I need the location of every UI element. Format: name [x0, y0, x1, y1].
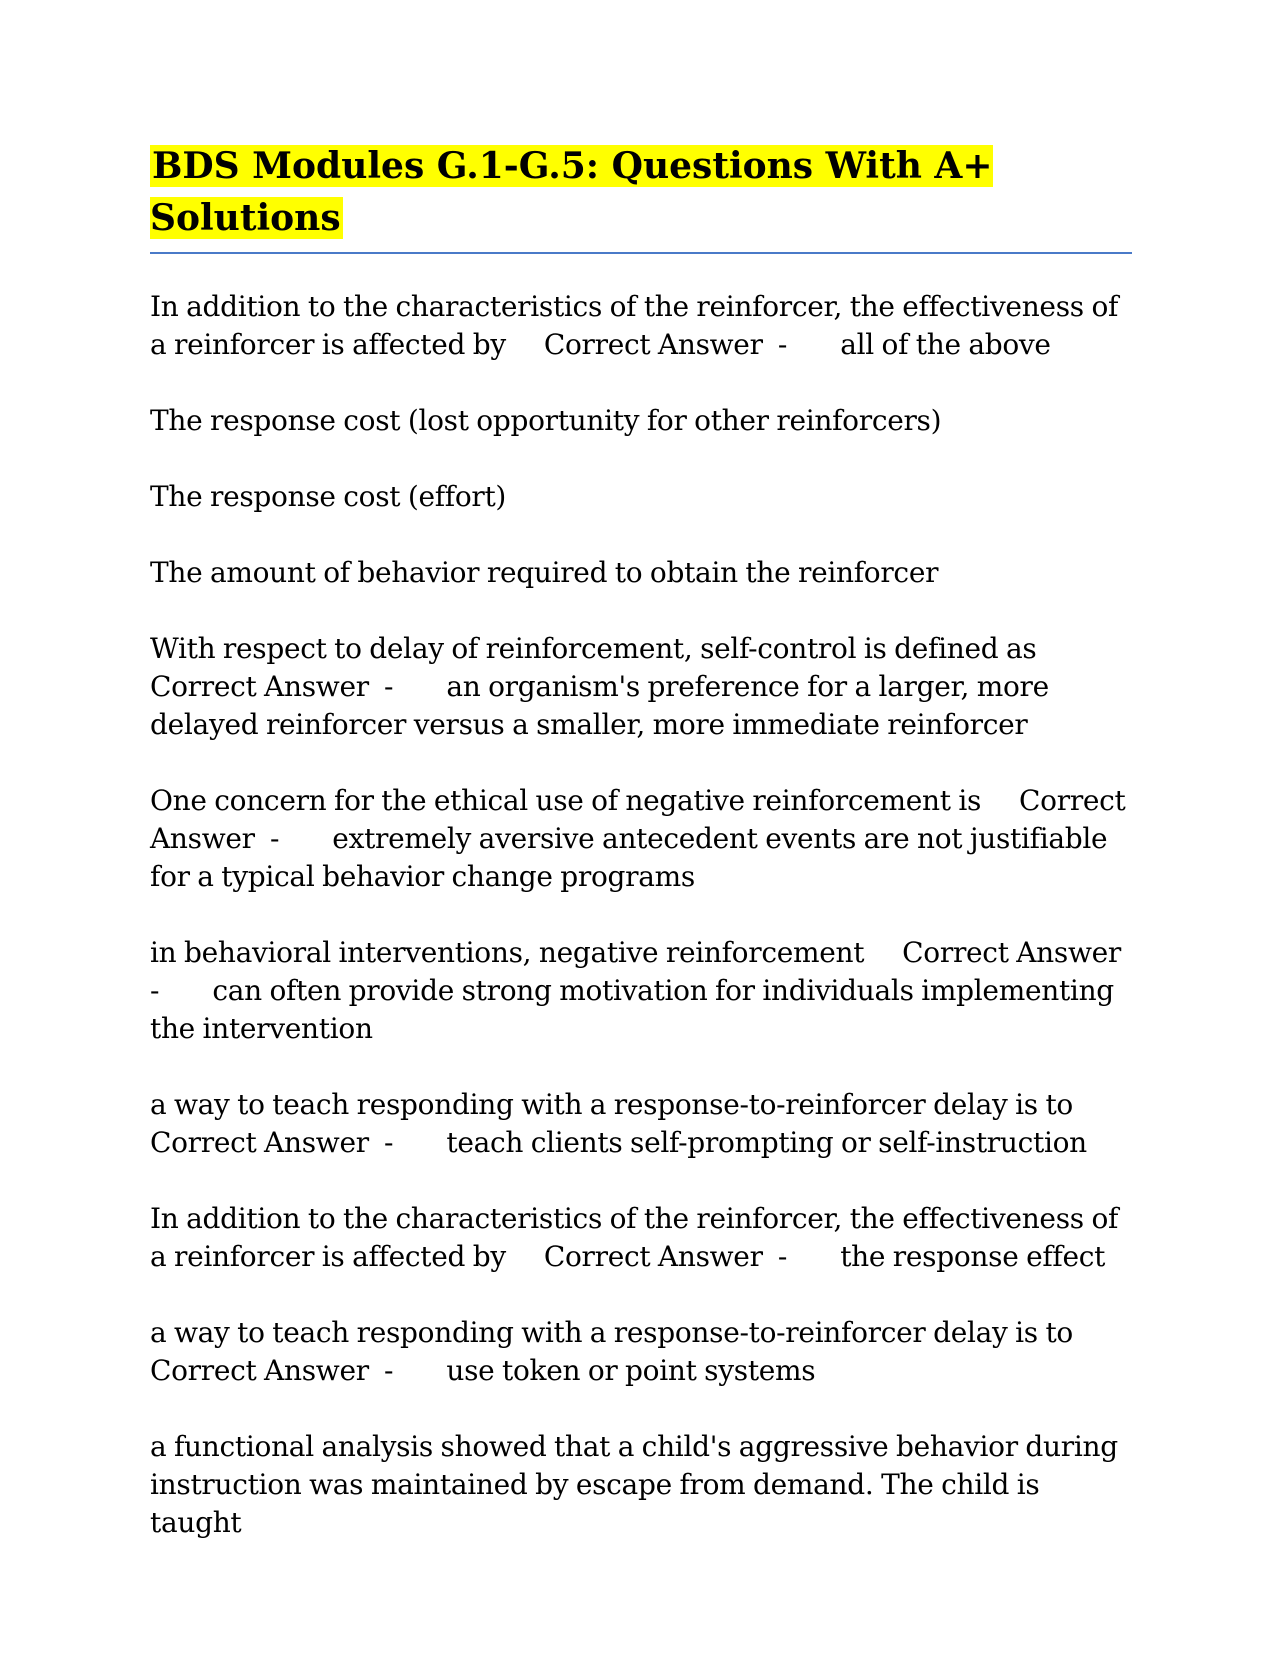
paragraph-8: a way to teach responding with a response-to-reinforcer delay is to Correct Answer - teach clients self-prompting or self-instruction [150, 1088, 1111, 1159]
paragraph-7: in behavioral interventions, negative reinforcement Correct Answer - can often provide strong motivation for individuals implementing the intervention [150, 936, 1137, 1045]
paragraph-9: In addition to the characteristics of the reinforcer, the effectiveness of a reinforcer is affected by Correct Answer - the response effect [150, 1202, 1126, 1273]
paragraph-6: One concern for the ethical use of negative reinforcement is Correct Answer - extremely aversive antecedent events are not justifiable for a typical behavior change programs [150, 784, 1134, 893]
paragraph-2: The response cost (lost opportunity for other reinforcers) [150, 404, 942, 437]
paragraph-4: The amount of behavior required to obtain the reinforcer [150, 556, 939, 589]
paragraph-5: With respect to delay of reinforcement, self-control is defined as Correct Answer - an organism's preference for a larger, more delayed reinforcer versus a smaller, more immediate reinforcer [150, 632, 1075, 741]
document-page [150, 140, 1137, 1580]
title-block [150, 140, 1132, 254]
document-title: BDS Modules G.1-G.5: Questions With A+ Solutions [150, 145, 993, 239]
paragraph-10: a way to teach responding with a response-to-reinforcer delay is to Correct Answer - use token or point systems [150, 1316, 1111, 1387]
paragraph-11: a functional analysis showed that a child's aggressive behavior during instruction was maintained by escape from demand. The child is taught [150, 1430, 1126, 1539]
paragraph-3: The response cost (effort) [150, 480, 507, 513]
paragraph-1: In addition to the characteristics of the reinforcer, the effectiveness of a reinforcer is affected by Correct Answer - all of the above [150, 290, 1126, 361]
